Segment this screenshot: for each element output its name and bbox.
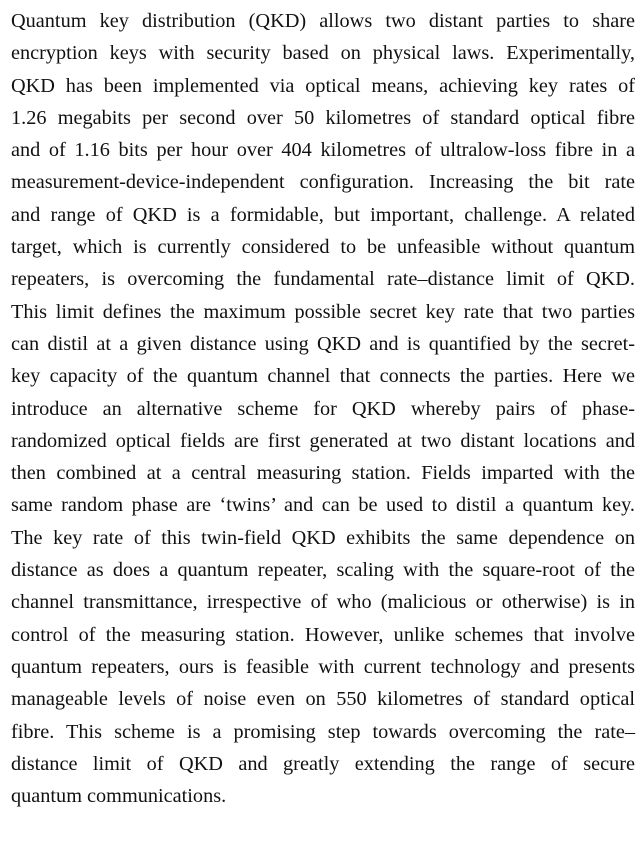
abstract-line: QKD has been implemented via optical means, achieving key rates of bbox=[11, 74, 635, 97]
abstract-line: repeaters, is overcoming the fundamental rate–distance limit of QKD. bbox=[11, 268, 635, 291]
abstract-line: same random phase are ‘twins’ and can be used to distil a quantum key. bbox=[11, 494, 635, 517]
abstract-line: distance limit of QKD and greatly extending the range of secure bbox=[11, 752, 635, 775]
abstract-line: quantum communications. bbox=[11, 785, 227, 808]
abstract-line: This limit defines the maximum possible secret key rate that two parties bbox=[11, 300, 635, 323]
abstract-line: channel transmittance, irrespective of who (malicious or otherwise) is in bbox=[11, 591, 635, 614]
abstract-line: and range of QKD is a formidable, but important, challenge. A related bbox=[11, 203, 635, 226]
abstract-line: 1.26 megabits per second over 50 kilometres of standard optical fibre bbox=[11, 106, 635, 129]
abstract-line: target, which is currently considered to be unfeasible without quantum bbox=[11, 236, 635, 259]
abstract-line: measurement-device-independent configuration. Increasing the bit rate bbox=[11, 171, 635, 194]
abstract-line: and of 1.16 bits per hour over 404 kilometres of ultralow-loss fibre in a bbox=[11, 139, 635, 162]
abstract-line: encryption keys with security based on physical laws. Experimentally, bbox=[11, 42, 635, 65]
abstract-line: can distil at a given distance using QKD and is quantified by the secret- bbox=[11, 332, 635, 355]
abstract-line: then combined at a central measuring station. Fields imparted with the bbox=[11, 462, 635, 485]
abstract-line: Quantum key distribution (QKD) allows two distant parties to share bbox=[11, 10, 635, 32]
abstract-line: introduce an alternative scheme for QKD whereby pairs of phase- bbox=[11, 397, 635, 420]
abstract-text bbox=[11, 5, 635, 812]
abstract-line: key capacity of the quantum channel that connects the parties. Here we bbox=[11, 365, 635, 388]
abstract-line: manageable levels of noise even on 550 kilometres of standard optical bbox=[11, 688, 635, 711]
abstract-line: randomized optical fields are first generated at two distant locations and bbox=[11, 429, 635, 452]
abstract-line: control of the measuring station. However, unlike schemes that involve bbox=[11, 623, 635, 646]
abstract-line: quantum repeaters, ours is feasible with current technology and presents bbox=[11, 655, 635, 678]
abstract-line: The key rate of this twin-field QKD exhibits the same dependence on bbox=[11, 526, 635, 549]
abstract-line: fibre. This scheme is a promising step towards overcoming the rate– bbox=[11, 720, 635, 743]
abstract-line: distance as does a quantum repeater, scaling with the square-root of the bbox=[11, 559, 635, 582]
